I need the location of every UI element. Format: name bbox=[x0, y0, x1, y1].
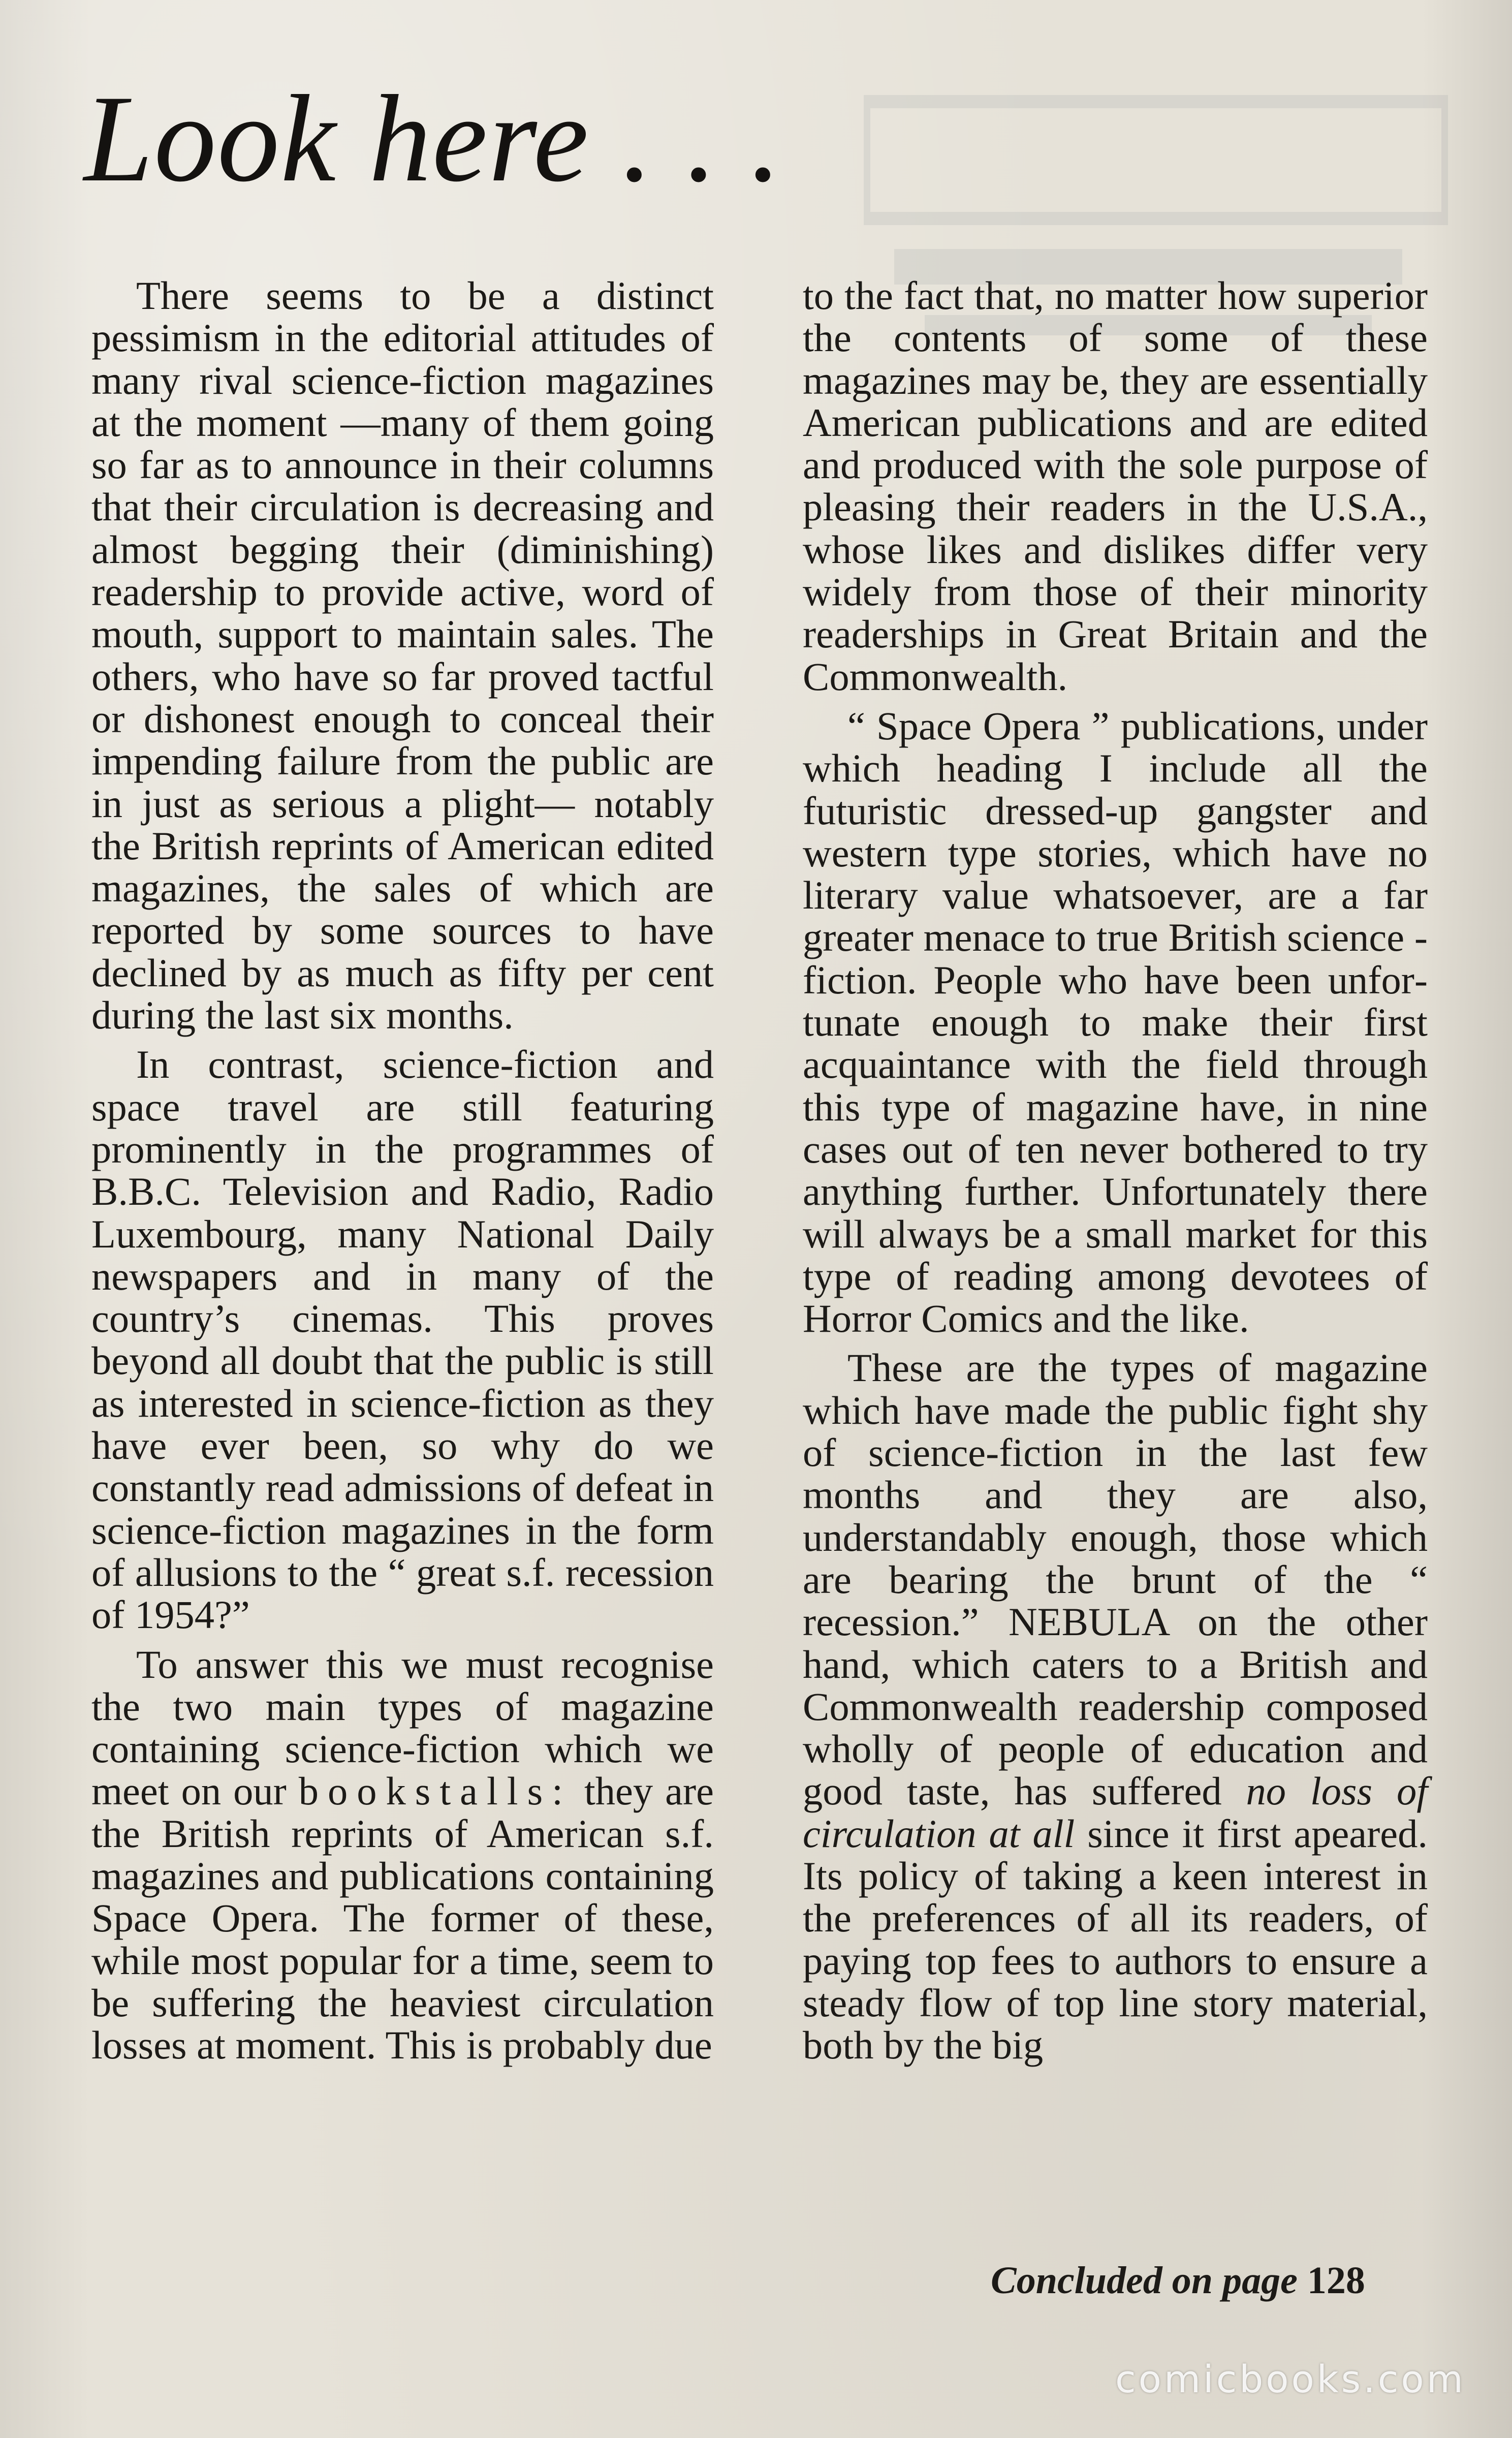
continuation-page-number: 128 bbox=[1307, 2259, 1365, 2302]
paragraph-text: These are the types of magazine which have made the public fight shy of science-fiction in the last few months and they are also, understandably enough, those which are bearing the brunt of the “ recession.” NEBULA on the other hand, which caters to a British and Commonwealth readership composed wholly of people of education and good taste, has suffered bbox=[803, 1346, 1428, 1814]
spaced-word: bookstalls: bbox=[298, 1769, 572, 1814]
paragraph-text: they are the British reprints of American s.f. magazines and publications containing Space Opera. The former of these, while most popular for a time, seem to be suffering the heaviest circulation losses at moment. This is probably due bbox=[91, 1769, 714, 2068]
site-watermark: comicbooks.com bbox=[1115, 2358, 1466, 2401]
article-paragraph: There seems to be a distinct pessimism in the editorial attitudes of many rival science-fiction magazines at the moment —many of them going so far as to announce in their columns that their circulation is decreasing and almost begging their (diminishing) readership to provide active, word of mouth, support to maintain sales. The others, who have so far proved tactful or dishonest enough to conceal their impending failure from the public are in just as serious a plight— notably the British reprints of American edited magazines, the sales of which are reported by some sources to have declined by as much as fifty per cent during the last six months. bbox=[91, 273, 714, 1038]
page-title: Look here . . . bbox=[84, 70, 782, 207]
article-paragraph bbox=[91, 1643, 714, 2067]
emphasis-text: no loss of circulation at all bbox=[803, 1769, 1428, 1856]
article-paragraph: In contrast, science-fiction and space travel are still featuring prominently in the programmes of B.B.C. Television and Radio, Radio Luxembourg, many National Daily newspapers and in many of the country’s cinemas. This proves beyond all doubt that the public is still as interested in science-fiction as they have ever been, so why do we constantly read admissions of defeat in science-fiction magazines in the form of allusions to the “ great s.f. recession of 1954?” bbox=[91, 1042, 714, 1637]
article-column-left bbox=[91, 274, 714, 2073]
paragraph-text: since it first apeared. Its policy of taking a keen interest in the preferences of all its readers, of paying top fees to authors to ensure a steady flow of top line story material, both by the big bbox=[803, 1811, 1428, 2068]
continuation-note bbox=[991, 2261, 1365, 2300]
article-paragraph bbox=[803, 1347, 1428, 2066]
article-paragraph: to the fact that, no matter how superior the contents of some of these magazines may be, they are essentially American publications and are edited and produced with the sole purpose of pleasing their readers in the U.S.A., whose likes and dislikes differ very widely from those of their minority readerships in Great Britain and the Commonwealth. bbox=[803, 273, 1428, 699]
continuation-label: Concluded on page bbox=[991, 2259, 1298, 2302]
article-column-right bbox=[803, 274, 1428, 2073]
article-paragraph: “ Space Opera ” publications, under which heading I include all the futuristic dressed-up gangster and western type stories, which have no literary value whatsoever, are a far greater menace to true British science - fiction. People who have been unfortunate enough to make their first acquaintance with the field through this type of magazine have, in nine cases out of ten never bothered to try anything further. Unfortunately there will always be a small market for this type of reading among devotees of Horror Comics and the like. bbox=[803, 703, 1428, 1341]
paragraph-text: To answer this we must recognise the two main types of magazine containing science-fiction which we meet on our bbox=[91, 1642, 714, 1814]
